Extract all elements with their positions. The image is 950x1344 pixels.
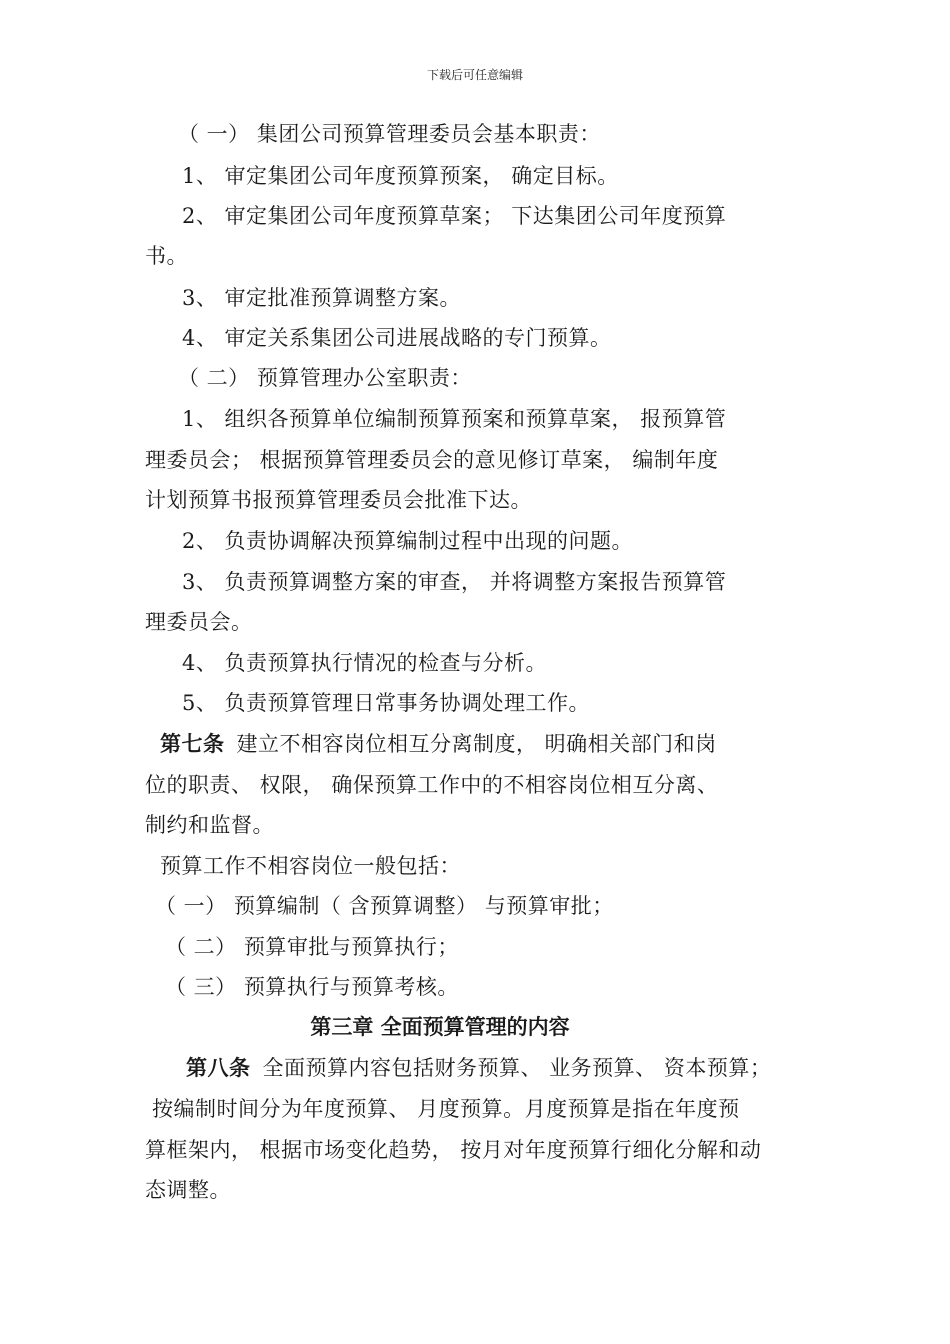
paragraph-line: 2、 负责协调解决预算编制过程中出现的问题。 [182,529,634,553]
article-7-text: 建立不相容岗位相互分离制度， 明确相关部门和岗 [236,732,717,756]
article-7-continuation: 位的职责、 权限， 确保预算工作中的不相容岗位相互分离、 [145,773,719,797]
page-header: 下载后可任意编辑 [426,68,523,82]
paragraph-line: 3、 审定批准预算调整方案。 [182,286,462,310]
incompat-intro: 预算工作不相容岗位一般包括： [160,854,461,878]
incompat-item: （ 一） 预算编制（ 含预算调整） 与预算审批； [155,894,614,918]
article-8-text: 全面预算内容包括财务预算、 业务预算、 资本预算； [262,1056,772,1080]
chapter-heading: 第三章 全面预算管理的内容 [310,1014,570,1039]
paragraph-line: 5、 负责预算管理日常事务协调处理工作。 [182,691,591,715]
incompat-item: （ 二） 预算审批与预算执行； [165,935,459,959]
paragraph-line: 理委员会。 [145,610,253,634]
article-8-continuation: 算框架内， 根据市场变化趋势， 按月对年度预算行细化分解和动 [145,1138,762,1162]
article-7-continuation: 制约和监督。 [145,813,274,837]
paragraph-line: 1、 审定集团公司年度预算预案， 确定目标。 [182,164,619,188]
paragraph-line: 计划预算书报预算管理委员会批准下达。 [145,488,532,512]
article-8-line [186,1054,771,1082]
article-7-label: 第七条 [160,731,225,756]
article-8-continuation: 按编制时间分为年度预算、 月度预算。月度预算是指在年度预 [152,1097,740,1121]
paragraph-line: 4、 负责预算执行情况的检查与分析。 [182,651,548,675]
paragraph-line: 2、 审定集团公司年度预算草案； 下达集团公司年度预算 [182,204,727,228]
incompat-item: （ 三） 预算执行与预算考核。 [165,975,459,999]
paragraph-line: （ 二） 预算管理办公室职责： [178,366,472,390]
paragraph-line: （ 一） 集团公司预算管理委员会基本职责： [178,122,601,146]
paragraph-line: 3、 负责预算调整方案的审查， 并将调整方案报告预算管 [182,570,727,594]
article-8-continuation: 态调整。 [145,1178,231,1202]
paragraph-line: 理委员会； 根据预算管理委员会的意见修订草案， 编制年度 [145,448,719,472]
paragraph-line: 书。 [145,244,188,268]
article-7-line [160,730,717,758]
paragraph-line: 1、 组织各预算单位编制预算预案和预算草案， 报预算管 [182,407,727,431]
paragraph-line: 4、 审定关系集团公司进展战略的专门预算。 [182,326,612,350]
article-8-label: 第八条 [186,1055,251,1080]
